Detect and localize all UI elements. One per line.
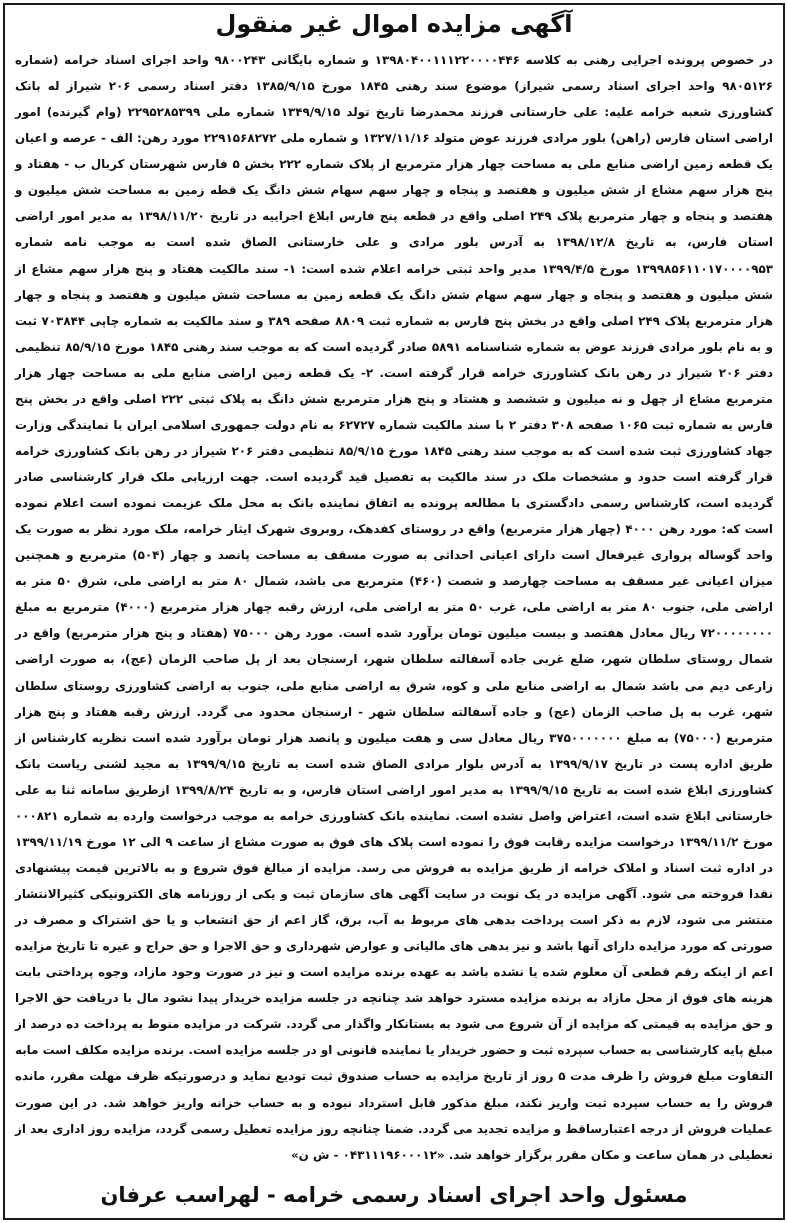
notice-frame	[3, 3, 785, 1220]
notice-signature: مسئول واحد اجرای اسناد رسمی خرامه - لهراسب عرفان	[100, 1183, 688, 1207]
notice-paragraph: در خصوص پرونده اجرایی رهنی به کلاسه ۱۳۹۸۰۴۰۰۱۱۱۲۲۰۰۰۰۴۴۶ و شماره بایگانی ۹۸۰۰۲۴۳ واحد اجرای اسناد خرامه (شماره ۹۸۰۵۱۲۶ واحد اجرای اسناد رسمی شیراز) موضوع سند رهنی ۱۸۴۵ مورخ ۱۳۸۵/۹/۱۵ دفتر اسناد رسمی ۲۰۶ شیراز له بانک کشاورزی شعبه خرامه علیه: علی خارستانی فرزند محمدرضا تاریخ تولد ۱۳۴۹/۹/۱۵ شماره ملی ۲۲۹۵۲۸۵۳۹۹ (وام گیرنده) امور اراضی استان فارس (راهن) بلور مرادی فرزند عوض متولد ۱۳۲۷/۱۱/۱۶ و شماره ملی ۲۲۹۱۵۶۸۲۷۲ مورد رهن: الف - عرصه و اعیان یک قطعه زمین اراضی منابع ملی به مساحت چهار هزار مترمربع از پلاک شماره ۲۲۲ بخش ۵ فارس شهرستان کربال ب - هفتاد و پنج هزار سهم مشاع از شش میلیون و هفتصد و پنجاه و چهار سهم سهام شش دانگ یک قطه زمین به مساحت شش میلیون و هفتصد و پنجاه و چهار مترمربع پلاک ۲۴۹ اصلی واقع در قطعه پنج فارس ابلاغ اجراییه در تاریخ ۱۳۹۸/۱۱/۲۰ به مدیر امور اراضی استان فارس، به تاریخ ۱۳۹۸/۱۲/۸ به آدرس بلور مرادی و علی خارستانی الصاق شده است به موجب نامه شماره ۱۳۹۹۸۵۶۱۱۰۱۷۰۰۰۰۹۵۳ مورخ ۱۳۹۹/۴/۵ مدیر واحد ثبتی خرامه اعلام شده است: ۱- سند مالکیت هفتاد و پنج هزار سهم مشاع از شش میلیون و هفتصد و پنجاه و چهار سهم سهام شش دانگ یک قطعه زمین به مساحت شش میلیون و هفتصد و پنجاه و چهار هزار مترمربع پلاک ۲۴۹ اصلی واقع در بخش پنج فارس به شماره ثبت ۸۸۰۹ صفحه ۳۸۹ و سند مالکیت به شماره چاپی ۷۰۳۸۴۴ ثبت و به نام بلور مرادی فرزند عوض به شماره شناسنامه ۵۸۹۱ صادر گردیده است که به موجب سند رهنی ۱۸۴۵ مورخ ۸۵/۹/۱۵ تنظیمی دفتر ۲۰۶ شیراز در رهن بانک کشاورزی خرامه قرار گرفته است. ۲- یک قطعه زمین اراضی منابع ملی به مساحت چهار هزار مترمربع مشاع از چهل و نه میلیون و ششصد و هشتاد و پنج هزار مترمربع شش دانگ به پلاک ثبتی ۲۲۲ اصلی واقع در بخش پنج فارس به شماره ثبت ۱۰۶۵ صفحه ۳۰۸ دفتر ۲ با سند مالکیت شماره ۶۲۷۲۷ به نام دولت جمهوری اسلامی ایران با نمایندگی وزارت جهاد کشاورزی ثبت شده است که به موجب سند رهنی ۱۸۴۵ مورخ ۸۵/۹/۱۵ تنظیمی دفتر ۲۰۶ شیراز در رهن بانک کشاورزی خرامه قرار گرفته است حدود و مشخصات ملک در سند مالکیت به تفصیل قید گردیده است. جهت ارزیابی ملک قرار کارشناسی صادر گردیده است، کارشناس رسمی دادگستری با مطالعه پرونده به اتفاق نماینده بانک به محل ملک عزیمت نموده است اعلام نموده است که: مورد رهن ۴۰۰۰ (چهار هزار مترمربع) واقع در روستای کفدهک، روبروی شهرک ایثار خرامه، ملک مورد نظر به صورت یک واحد گوساله پرواری غیرفعال است دارای اعیانی احداثی به صورت مسقف به مساحت پانصد و چهار (۵۰۴) مترمربع و همچنین میزان اعیانی غیر مسقف به مساحت چهارصد و شصت (۴۶۰) مترمربع می باشد، شمال ۸۰ متر به اراضی ملی، شرق ۵۰ متر به اراضی ملی، جنوب ۸۰ متر به اراضی ملی، غرب ۵۰ متر به اراضی ملی، ارزش رقبه چهار هزار مترمربع (۴۰۰۰) مترمربع به مبلغ ۷۲۰۰۰۰۰۰۰۰ ریال معادل هفتصد و بیست میلیون تومان برآورد شده است. مورد رهن ۷۵۰۰۰ (هفتاد و پنج هزار مترمربع) واقع در شمال روستای سلطان شهر، ضلع غربی جاده آسفالته سلطان شهر، ارسنجان بعد از پل صاحب الزمان (عج)، به صورت اراضی زارعی دیم می باشد شمال به اراضی منابع ملی و کوه، شرق به اراضی منابع ملی، جنوب به اراضی کشاورزی روستای سلطان شهر، غرب به پل صاحب الزمان (عج) و جاده آسفالته سلطان شهر - ارسنجان محدود می گردد. ارزش رقبه هفتاد و پنج هزار مترمربع (۷۵۰۰۰) به مبلغ ۳۷۵۰۰۰۰۰۰۰ ریال معادل سی و هفت میلیون و پانصد هزار تومان برآورد شده است نظریه کارشناس از طریق اداره پست در تاریخ ۱۳۹۹/۹/۱۷ به آدرس بلوار مرادی الصاق شده است به تاریخ ۱۳۹۹/۹/۱۵ به مجید لشنی ریاست بانک کشاورزی ابلاغ شده است به تاریخ ۱۳۹۹/۹/۱۵ به مدیر امور اراضی استان فارس، و به تاریخ ۱۳۹۹/۸/۲۴ ازطریق سامانه ثنا به علی خارستانی ابلاغ شده است، اعتراض واصل نشده است. نماینده بانک کشاورزی خرامه به موجب درخواست وارده به شماره ۰۰۰۸۲۱ مورخ ۱۳۹۹/۱۱/۲ درخواست مزایده رقابت فوق را نموده است پلاک های فوق به صورت مشاع از ساعت ۹ الی ۱۲ مورخ ۱۳۹۹/۱۱/۱۹ در اداره ثبت اسناد و املاک خرامه از طریق مزایده به فروش می رسد. مزایده از مبالغ فوق شروع و به بالاترین قیمت پیشنهادی نقدا فروخته می شود. آگهی مزایده در یک نوبت در سایت آگهی های سازمان ثبت و یکی از روزنامه های الکترونیکی کثیرالانتشار منتشر می شود، لازم به ذکر است پرداخت بدهی های مربوط به آب، برق، گاز اعم از حق انشعاب و یا حق اشتراک و مصرف در صورتی که مورد مزایده دارای آنها باشد و نیز بدهی های مالیاتی و عوارض شهرداری و حق الاجرا و حق حراج و غیره تا تاریخ مزایده اعم از اینکه رقم قطعی آن معلوم شده یا نشده باشد به عهده برنده مزایده است و نیز در صورت وجود مازاد، وجوه پرداختی بابت هزینه های فوق از محل مازاد به برنده مزایده مسترد خواهد شد چنانچه در جلسه مزایده خریدار پیدا نشود مال با دریافت حق الاجرا و حق مزایده به قیمتی که مزایده از آن شروع می شود به بستانکار واگذار می گردد. شرکت در مزایده منوط به پرداخت ده درصد از مبلغ پایه کارشناسی به حساب سپرده ثبت و حضور خریدار یا نماینده قانونی او در جلسه مزایده است. برنده مزایده مکلف است مابه التفاوت مبلغ فروش را ظرف مدت ۵ روز از تاریخ مزایده به حساب صندوق ثبت تودیع نماید و درصورتیکه ظرف مهلت مقرر، مانده فروش را به حساب سپرده ثبت واریز نکند، مبلغ مذکور قابل استرداد نبوده و به حساب خزانه واریز خواهد شد. در این صورت عملیات فروش از درجه اعتبارساقط و مزایده تجدید می گردد. ضمنا چنانچه روز مزایده تعطیل رسمی گردد، مزایده روز اداری بعد از تعطیلی در همان ساعت و مکان مقرر برگزار خواهد شد. «۰۴۳۱۱۱۹۶۰۰۰۱۲ - ش ن»	[15, 53, 774, 1162]
notice-title: آگهی مزایده اموال غیر منقول	[215, 10, 573, 38]
notice-body	[15, 47, 773, 1168]
